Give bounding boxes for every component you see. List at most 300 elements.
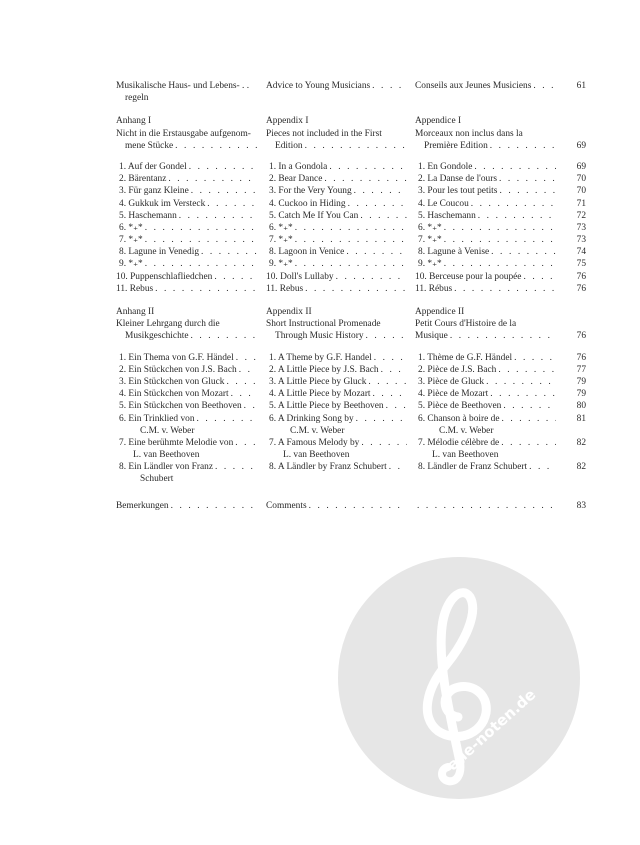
toc-row [116, 388, 586, 400]
toc-row [116, 461, 586, 473]
dot-leader [293, 234, 407, 246]
entry-title: Première Edition [424, 140, 488, 151]
page-number: 74 [576, 247, 586, 258]
entry-title: 7. *₊* [119, 235, 143, 246]
entry-title: 9. *₊* [119, 259, 143, 270]
toc-cell [415, 330, 556, 342]
entry-title: 8. Lagune à Venise [418, 247, 490, 258]
section-subtitle [116, 318, 586, 330]
entry-title: mene Stücke [125, 140, 174, 151]
dot-leader [488, 140, 556, 152]
entry-title: Nicht in die Erstausgabe aufgenom- [116, 128, 251, 139]
toc-cell [116, 400, 257, 412]
dot-leader [497, 185, 556, 197]
toc-cell [266, 198, 407, 210]
entry-title: 1. Ein Thema von G.F. Händel [119, 352, 234, 363]
entry-title: 1. A Theme by G.F. Handel [269, 352, 372, 363]
entry-title: 5. Haschemann [418, 210, 476, 221]
toc-cell [415, 173, 556, 185]
toc-cell [266, 352, 407, 364]
entry-title: C.M. v. Weber [140, 425, 195, 436]
page-number: 77 [576, 364, 586, 375]
page-number: 69 [576, 161, 586, 172]
toc-cell [266, 246, 407, 258]
entry-title: Petit Cours d'Histoire de la [415, 319, 517, 330]
entry-title: 4. Ein Stückchen von Mozart [119, 389, 229, 400]
toc-row [116, 210, 586, 222]
toc-cell [116, 271, 257, 283]
entry-title: 2. Bärentanz [119, 174, 167, 185]
toc-cell [116, 185, 257, 197]
toc-cell [116, 330, 257, 342]
toc-row [116, 413, 586, 425]
toc-cell [116, 222, 257, 234]
toc-cell [266, 210, 407, 222]
entry-title: 6. *₊* [418, 222, 442, 233]
toc-cell [116, 388, 257, 400]
toc-cell [415, 161, 556, 173]
page-number: 76 [576, 352, 586, 363]
dot-leader [496, 364, 556, 376]
toc-cell [266, 140, 407, 152]
entry-title: Through Music History [275, 331, 364, 342]
toc-row [116, 258, 586, 270]
page-number: 70 [576, 174, 586, 185]
dot-leader [387, 461, 407, 473]
dot-leader [224, 376, 257, 388]
entry-title: Morceaux non inclus dans la [415, 128, 523, 139]
toc-row [116, 173, 586, 185]
entry-title: 7. Eine berühmte Melodie von [119, 437, 234, 448]
section-subtitle [116, 330, 586, 342]
dot-leader [322, 173, 407, 185]
dot-leader [242, 400, 257, 412]
dot-leader [452, 283, 556, 295]
entry-title: 4. Gukkuk im Versteck [119, 198, 206, 209]
entry-title: C.M. v. Weber [290, 425, 345, 436]
toc-cell [266, 388, 407, 400]
entry-title: 3. A Little Piece by Gluck [269, 376, 367, 387]
entry-title: Pieces not included in the First [266, 128, 382, 139]
toc-cell [266, 222, 407, 234]
page-number: 73 [576, 235, 586, 246]
entry-title: Advice to Young Musicians [266, 81, 371, 91]
entry-title: 8. Lagune in Venedig [119, 247, 200, 258]
entry-title: Bemerkungen [116, 500, 169, 511]
dot-leader [303, 283, 407, 295]
toc-cell [415, 388, 556, 400]
toc-row [116, 161, 586, 173]
dot-leader [488, 388, 556, 400]
toc-row [116, 222, 586, 234]
toc-cell [116, 306, 257, 318]
entry-title: 3. Pièce de Gluck [418, 376, 485, 387]
german-entry [116, 80, 257, 92]
dot-leader [366, 376, 407, 388]
toc-cell [116, 283, 257, 295]
dot-leader [415, 500, 556, 512]
section-subtitle [116, 128, 586, 140]
entry-title: L. van Beethoven [432, 450, 499, 461]
heading-english: Appendix II [266, 307, 312, 317]
entry-title: 3. For the Very Young [269, 186, 352, 197]
dot-leader [358, 210, 407, 222]
page-number: 76 [576, 271, 586, 282]
section-heading [116, 306, 586, 318]
toc-cell [266, 461, 407, 473]
entry-title: Short Instructional Promenade [266, 319, 381, 330]
dot-leader [364, 330, 407, 342]
toc-cell [415, 352, 556, 364]
page-number: 75 [576, 259, 586, 270]
entry-title: 4. Cuckoo in Hiding [269, 198, 346, 209]
toc-cell [266, 128, 407, 140]
toc-cell [266, 364, 407, 376]
dot-leader [442, 234, 556, 246]
toc-cell [116, 376, 257, 388]
french-entry [415, 500, 556, 512]
entry-title: 5. Pièce de Beethoven [418, 401, 502, 412]
dot-leader [497, 173, 556, 185]
dot-leader [352, 185, 407, 197]
dot-leader [500, 413, 557, 425]
dot-leader [143, 258, 257, 270]
toc-cell [415, 185, 556, 197]
toc-cell [415, 222, 556, 234]
dot-leader [293, 222, 407, 234]
dot-leader [166, 173, 257, 185]
toc-cell [266, 376, 407, 388]
dot-leader [442, 222, 556, 234]
page-number: 76 [576, 283, 586, 294]
entry-title: L. van Beethoven [283, 450, 350, 461]
toc-cell [415, 210, 556, 222]
page-number: 70 [576, 186, 586, 197]
toc-cell [266, 318, 407, 330]
page-number: 82 [576, 437, 586, 448]
entry-title: 7. Mélodie célèbre de [418, 437, 500, 448]
section-subtitle [116, 140, 586, 152]
toc-cell [415, 283, 556, 295]
dot-leader [199, 246, 257, 258]
toc-cell [266, 449, 407, 461]
entry-title: 2. La Danse de l'ours [418, 174, 498, 185]
toc-row [116, 400, 586, 412]
entry-title: 1. In a Gondola [269, 161, 328, 172]
table-of-contents [116, 80, 586, 512]
toc-cell [116, 352, 257, 364]
entry-title: 11. Rebus [266, 283, 304, 294]
dot-leader [153, 283, 257, 295]
appendix-2-section [116, 306, 586, 486]
entry-title: 7. *₊* [269, 235, 293, 246]
dot-leader [234, 352, 257, 364]
appendix-1-list [116, 161, 586, 295]
page-number: 69 [576, 140, 586, 151]
english-entry [266, 80, 407, 92]
entry-title: 11. Rébus [415, 283, 453, 294]
toc-cell [415, 364, 556, 376]
toc-row [116, 92, 586, 104]
entry-title: 9. *₊* [418, 259, 442, 270]
entry-title: 6. Chanson à boire de [418, 413, 500, 424]
watermark-logo [338, 557, 580, 799]
entry-title: 11. Rebus [116, 283, 154, 294]
page-number: 82 [576, 462, 586, 473]
toc-cell [266, 283, 407, 295]
dot-leader [527, 461, 556, 473]
toc-cell [266, 234, 407, 246]
toc-cell [415, 461, 556, 473]
entry-title: 6. A Drinking Song by [269, 413, 354, 424]
toc-cell [266, 173, 407, 185]
dot-leader [359, 437, 407, 449]
appendix-1-section [116, 115, 586, 295]
toc-row [116, 246, 586, 258]
toc-cell [266, 330, 407, 342]
entry-title: 3. Für ganz Kleine [119, 186, 189, 197]
heading-german: Anhang I [116, 116, 152, 127]
dot-leader [293, 258, 407, 270]
entry-title: 1. Thème de G.F. Händel [418, 352, 513, 363]
page-number: 79 [576, 389, 586, 400]
toc-row [116, 364, 586, 376]
heading-french: Appendice I [415, 116, 462, 127]
toc-cell [415, 258, 556, 270]
entry-title: 7. A Famous Melody by [269, 437, 360, 448]
toc-cell [116, 173, 257, 185]
entry-title: 2. Ein Stückchen von J.S. Bach [119, 364, 237, 375]
toc-row [116, 437, 586, 449]
entry-title: Schubert [140, 474, 174, 485]
toc-cell [415, 128, 556, 140]
toc-row [116, 198, 586, 210]
heading-english: Appendix I [266, 116, 309, 127]
dot-leader [189, 185, 257, 197]
dot-leader [195, 413, 257, 425]
toc-cell [266, 306, 407, 318]
toc-cell [116, 258, 257, 270]
dot-leader [372, 352, 407, 364]
toc-cell [116, 473, 257, 485]
dot-leader [189, 330, 257, 342]
dot-leader [499, 437, 556, 449]
dot-leader [531, 80, 556, 92]
toc-row [116, 352, 586, 364]
toc-cell [116, 413, 257, 425]
entry-title: 2. A Little Piece by J.S. Bach [269, 364, 379, 375]
toc-cell [266, 161, 407, 173]
dot-leader [177, 210, 257, 222]
toc-cell [266, 425, 407, 437]
toc-row-continued [116, 425, 586, 437]
dot-leader [327, 161, 407, 173]
toc-cell [116, 461, 257, 473]
watermark-text: alle-noten.de [443, 685, 540, 774]
dot-leader [512, 352, 556, 364]
toc-cell [116, 161, 257, 173]
dot-leader [489, 246, 556, 258]
page-number: 71 [576, 198, 586, 209]
toc-row [116, 376, 586, 388]
entry-title: 7. *₊* [418, 235, 442, 246]
entry-title: 6. Ein Trinklied von [119, 413, 195, 424]
toc-cell [415, 306, 556, 318]
entry-title: L. van Beethoven [133, 450, 200, 461]
toc-cell [415, 115, 556, 127]
toc-row [116, 234, 586, 246]
toc-row [116, 80, 586, 92]
dot-leader [233, 437, 257, 449]
toc-cell [116, 246, 257, 258]
page-number: 61 [576, 81, 586, 91]
toc-cell [266, 271, 407, 283]
page-number: 72 [576, 210, 586, 221]
toc-cell [415, 437, 556, 449]
dot-leader [370, 80, 407, 92]
dot-leader [472, 161, 556, 173]
section-heading [116, 115, 586, 127]
toc-cell [116, 128, 257, 140]
entry-title: 3. Ein Stückchen von Gluck [119, 376, 225, 387]
toc-cell [116, 210, 257, 222]
entry-title: 9. *₊* [269, 259, 293, 270]
entry-title: 10. Berceuse pour la poupée [415, 271, 522, 282]
toc-cell [415, 140, 556, 152]
german-entry [116, 500, 257, 512]
toc-cell [415, 198, 556, 210]
entry-title: 2. Pièce de J.S. Bach [418, 364, 497, 375]
dot-leader [469, 198, 556, 210]
entry-title: Musikgeschichte [125, 331, 189, 342]
toc-cell [116, 425, 257, 437]
toc-cell [116, 318, 257, 330]
heading-german: Anhang II [116, 307, 155, 317]
entry-title: 1. Auf der Gondel [119, 161, 187, 172]
toc-cell [266, 437, 407, 449]
dot-leader [169, 500, 257, 512]
toc-cell [266, 115, 407, 127]
toc-cell [116, 234, 257, 246]
entry-title: 6. *₊* [269, 222, 293, 233]
toc-cell [116, 115, 257, 127]
entry-title: Musique [415, 331, 448, 342]
page-number: 81 [576, 413, 586, 424]
french-entry [415, 80, 556, 92]
dot-leader [307, 500, 407, 512]
entry-title: 8. Ein Ländler von Franz [119, 462, 213, 473]
toc-cell [266, 400, 407, 412]
toc-cell [415, 271, 556, 283]
toc-cell [415, 400, 556, 412]
entry-title: Comments [266, 500, 307, 511]
entry-title: Musikalische Haus- und Lebens- . . [116, 81, 250, 91]
toc-cell [266, 185, 407, 197]
entry-title: 3. Pour les tout petits [418, 186, 498, 197]
toc-cell [116, 198, 257, 210]
dot-leader [173, 140, 257, 152]
dot-leader [303, 140, 407, 152]
entry-title: C.M. v. Weber [439, 425, 494, 436]
page-number: 76 [576, 331, 586, 342]
entry-title: regeln [125, 93, 149, 104]
dot-leader [143, 234, 257, 246]
entry-title: Kleiner Lehrgang durch die [116, 319, 220, 330]
remarks-row [116, 500, 586, 512]
entry-title: 4. A Little Piece by Mozart [269, 389, 371, 400]
entry-title: 5. Catch Me If You Can [269, 210, 359, 221]
dot-leader [187, 161, 257, 173]
toc-cell [415, 318, 556, 330]
dot-leader [346, 198, 407, 210]
toc-cell [116, 437, 257, 449]
entry-title: 10. Puppenschlafliedchen [116, 271, 213, 282]
entry-title: 1. En Gondole [418, 161, 473, 172]
dot-leader [354, 413, 407, 425]
dot-leader [521, 271, 556, 283]
toc-cell [415, 234, 556, 246]
entry-title: 2. Bear Dance [269, 174, 323, 185]
heading-french: Appendice II [415, 307, 465, 317]
dot-leader [476, 210, 556, 222]
toc-cell [266, 258, 407, 270]
dot-leader [143, 222, 257, 234]
dot-leader [501, 400, 556, 412]
dot-leader [448, 330, 556, 342]
dot-leader [334, 271, 407, 283]
dot-leader [384, 400, 407, 412]
page-number: 83 [576, 500, 586, 511]
page-number: 80 [576, 401, 586, 412]
english-entry [266, 500, 407, 512]
toc-cell [415, 449, 556, 461]
entry-title: Edition [275, 140, 303, 151]
dot-leader [371, 388, 407, 400]
entry-title: Conseils aux Jeunes Musiciens [415, 81, 532, 91]
entry-title: 4. Le Coucou [418, 198, 469, 209]
toc-cell [415, 376, 556, 388]
toc-cell [116, 449, 257, 461]
toc-row [116, 185, 586, 197]
entry-title: 10. Doll's Lullaby [266, 271, 334, 282]
toc-row [116, 283, 586, 295]
dot-leader [205, 198, 257, 210]
page-number: 79 [576, 376, 586, 387]
dot-leader [442, 258, 556, 270]
entry-title: 5. Ein Stückchen von Beethoven [119, 401, 242, 412]
toc-cell [266, 413, 407, 425]
german-entry [116, 92, 257, 104]
entry-title: 8. Ländler de Franz Schubert [418, 462, 528, 473]
dot-leader [229, 388, 257, 400]
toc-row [116, 271, 586, 283]
toc-cell [415, 425, 556, 437]
dot-leader [484, 376, 556, 388]
dot-leader [213, 461, 257, 473]
dot-leader [344, 246, 407, 258]
entry-title: 8. A Ländler by Franz Schubert [269, 462, 387, 473]
dot-leader [212, 271, 257, 283]
intro-section [116, 80, 586, 104]
dot-leader [237, 364, 257, 376]
toc-cell [116, 140, 257, 152]
appendix-2-list [116, 352, 586, 486]
entry-title: 4. Pièce de Mozart [418, 389, 489, 400]
toc-cell [116, 364, 257, 376]
toc-row-continued [116, 473, 586, 485]
entry-title: 6. *₊* [119, 222, 143, 233]
entry-title: 5. A Little Piece by Beethoven [269, 401, 384, 412]
